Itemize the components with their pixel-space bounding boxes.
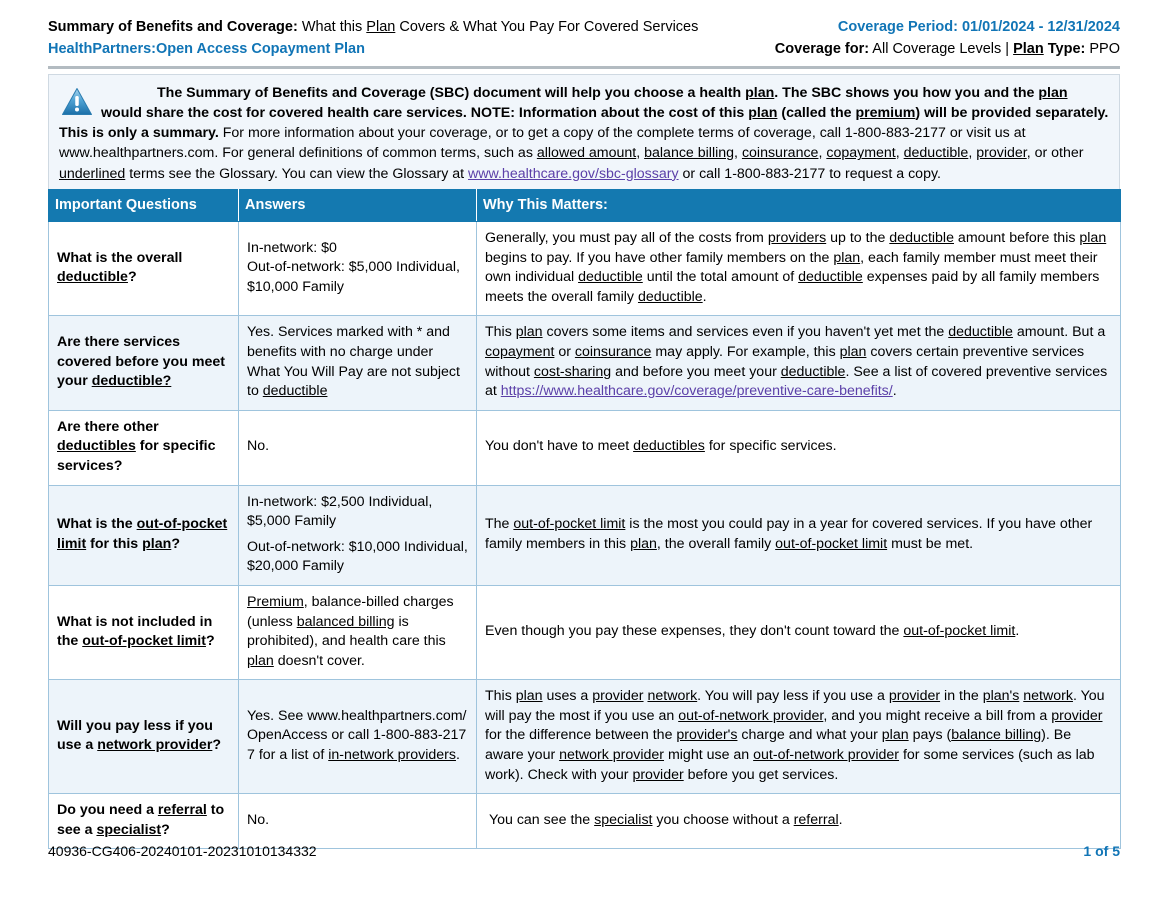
question-cell: Do you need a referral to see a specialist? [49, 794, 239, 849]
table-row [49, 680, 1121, 794]
question-cell [49, 316, 239, 410]
term-referral: referral [157, 802, 207, 819]
term-coinsurance: coinsurance [741, 145, 819, 162]
document-id: 40936-CG406-20240101-20231010134332 [48, 843, 317, 859]
term-network-provider: network provider [97, 737, 213, 754]
why-cell: You don't have to meet deductibles for specific services. [477, 410, 1121, 485]
term-premium: premium [855, 105, 916, 122]
plan-type-value: PPO [1085, 40, 1120, 57]
page-number: 1 of 5 [1083, 843, 1120, 859]
intro-line1-b: . The SBC shows you how you and the [774, 85, 1039, 101]
term-deductible: deductible [903, 145, 969, 162]
coverage-for-label: Coverage for: [774, 40, 870, 57]
question-text-end: ? [205, 633, 215, 650]
term-allowed-amount: allowed amount [536, 145, 637, 162]
table-row [49, 410, 1121, 485]
table-row [49, 585, 1121, 679]
table-row [49, 316, 1121, 410]
coverage-period-value: 01/01/2024 - 12/31/2024 [957, 19, 1120, 35]
questions-table [48, 189, 1121, 849]
intro-notice: The Summary of Benefits and Coverage (SBC) document will help you choose a health plan. The SBC shows you how you and the plan would share the cost for covered health care services. NOTE: Information about the cost of this plan (called the premium) will be provided separately. This is only a summary. For more information about your coverage, or to get a copy of the complete terms of coverage, call 1-800-883-2177 or visit us at www.healthpartners.com. For general definitions of common terms, such as allowed amount, balance billing, coinsurance, copayment, deductible, provider, or other underlined terms see the Glossary. You can view the Glossary at www.healthcare.gov/sbc-glossary or call 1-800-883-2177 to request a copy. [48, 74, 1120, 193]
answer-line: In-network: $0 [247, 239, 337, 256]
why-cell: This plan uses a provider network. You will pay less if you use a provider in the plan's network. You will pay the most if you use an out-of-network provider, and you might receive a bill from a provider for the difference between the provider's charge and what your plan pays (balance billing). Be aware your network provider might use an out-of-network provider for some services (such as lab work). Check with your provider before you get services. [477, 680, 1121, 794]
question-text-end: ? [127, 269, 137, 286]
question-text-end: ? [212, 737, 222, 754]
intro-line2-rest: For more information about your coverage, or to get a copy of the complete terms of coverage, call 1-800-883-2177 or visit us at www.healthpartners.com. For general definitions of common terms, such as [59, 125, 1026, 162]
term-out-of-pocket-limit: out-of-pocket limit [57, 516, 228, 552]
question-cell [49, 222, 239, 316]
answer-cell [239, 485, 477, 585]
answer-cell: Yes. See www.healthpartners.com/OpenAccess or call 1-800-883-2177 for a list of in-network providers. [239, 680, 477, 794]
intro-line2-bold: This is only a summary. [59, 125, 219, 142]
table-header-row [49, 190, 1121, 222]
term-deductibles: deductibles [57, 438, 136, 455]
table-row [49, 485, 1121, 585]
intro-line1-c: would share the cost for covered health care services. NOTE: Information about the cost of this [101, 105, 749, 122]
question-text: Are there services covered before you meet your [57, 334, 225, 390]
intro-line3-a: , or other [1026, 145, 1084, 162]
intro-line1-a: The Summary of Benefits and Coverage (SBC) document will help you choose a health [157, 85, 746, 101]
term-plan: plan [748, 105, 778, 122]
document-title-rest-b: Covers & What You Pay For Covered Services [395, 19, 699, 35]
term-deductible: deductible [57, 269, 128, 286]
glossary-link[interactable]: www.healthcare.gov/sbc-glossary [468, 165, 679, 182]
question-cell: What is the out-of-pocket limit for this plan? [49, 485, 239, 585]
question-text: Are there other [57, 418, 159, 435]
intro-line1-d: (called the [777, 105, 856, 122]
answer-line: Out-of-network: $10,000 Individual, $20,000 Family [247, 538, 468, 575]
document-title-rest-a: What this [297, 19, 367, 35]
answer-cell: Premium, balance-billed charges (unless balanced billing is prohibited), and health care this plan doesn't cover. [239, 585, 477, 679]
plan-name-text: HealthPartners:Open Access Copayment Plan [48, 40, 365, 57]
question-text-end: for specific services? [57, 438, 216, 474]
term-plan-type: Plan [1013, 40, 1044, 57]
plan-type-label: Type: [1043, 40, 1086, 57]
column-header-why-this-matters: Why This Matters: [477, 190, 1121, 222]
header-divider [48, 66, 1120, 69]
table-row [49, 794, 1121, 849]
answer-cell [239, 222, 477, 316]
term-plan: plan [142, 535, 172, 552]
question-cell [49, 410, 239, 485]
term-provider: provider [976, 145, 1027, 162]
document-title-bold: Summary of Benefits and Coverage: [48, 19, 298, 35]
answer-line: In-network: $2,500 Individual, $5,000 Family [247, 493, 433, 530]
answer-cell: No. [239, 410, 477, 485]
preventive-care-link[interactable]: https://www.healthcare.gov/coverage/preventive-care-benefits/ [500, 383, 893, 400]
intro-line3-b: terms see the Glossary. You can view the Glossary at [125, 165, 469, 182]
why-cell: This plan covers some items and services even if you haven't yet met the deductible amount. But a copayment or coinsurance may apply. For example, this plan covers certain preventive services without cost-sharing and before you meet your deductible. See a list of covered preventive services at https://www.healthcare.gov/coverage/preventive-care-benefits/. [477, 316, 1121, 410]
term-plan: plan [1038, 85, 1068, 101]
answer-cell: Yes. Services marked with * and benefits with no charge under What You Will Pay are not subject to deductible [239, 316, 477, 410]
question-text: What is the [57, 516, 137, 533]
term-deductible: deductible? [91, 373, 172, 390]
term-underlined: underlined [59, 165, 126, 182]
coverage-period-label: Coverage Period: [837, 19, 958, 35]
warning-triangle-icon [61, 85, 93, 119]
question-cell [49, 680, 239, 794]
intro-line1-e: ) will be provided separately. [915, 105, 1109, 122]
question-cell [49, 585, 239, 679]
document-title [48, 18, 698, 38]
question-text: What is not included in the [57, 613, 213, 650]
plan-name [48, 40, 365, 60]
coverage-period [838, 18, 1120, 38]
term-plan: plan [745, 85, 775, 101]
term-out-of-pocket-limit: out-of-pocket limit [82, 633, 206, 650]
why-cell: The out-of-pocket limit is the most you could pay in a year for covered services. If you have other family members in this plan, the overall family out-of-pocket limit must be met. [477, 485, 1121, 585]
document-header [48, 18, 1120, 59]
term-copayment: copayment [826, 145, 896, 162]
coverage-for [775, 40, 1120, 60]
coverage-for-value: All Coverage Levels | [869, 40, 1014, 57]
question-text: Do you need a [57, 802, 158, 819]
term-plan: Plan [366, 19, 396, 35]
intro-line3-c: or call 1-800-883-2177 to request a copy. [678, 165, 941, 182]
answer-cell: No. [239, 794, 477, 849]
table-row [49, 222, 1121, 316]
term-specialist: specialist [96, 821, 162, 838]
why-cell: Generally, you must pay all of the costs from providers up to the deductible amount before this plan begins to pay. If you have other family members on the plan, each family member must meet their own individual deductible until the total amount of deductible expenses paid by all family members meets the overall family deductible. [477, 222, 1121, 316]
answer-line: Out-of-network: $5,000 Individual, $10,000 Family [247, 259, 460, 295]
why-cell: Even though you pay these expenses, they don't count toward the out-of-pocket limit. [477, 585, 1121, 679]
column-header-answers: Answers [239, 190, 477, 222]
page-footer [48, 843, 1120, 859]
question-text: Will you pay less if you use a [57, 717, 213, 754]
term-balance-billing: balance billing [644, 145, 735, 162]
why-cell: You can see the specialist you choose without a referral. [477, 794, 1121, 849]
column-header-important-questions: Important Questions [49, 190, 239, 222]
question-text: What is the overall [57, 249, 183, 266]
